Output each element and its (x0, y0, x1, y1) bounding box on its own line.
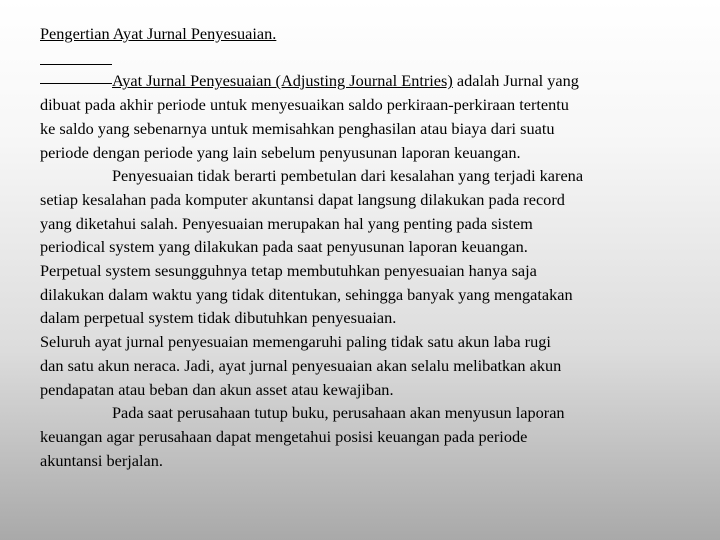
text-line: setiap kesalahan pada komputer akuntansi dapat langsung dilakukan pada record (40, 189, 565, 209)
text-line: pendapatan atau beban dan akun asset atau kewajiban. (40, 379, 394, 399)
text-line: ke saldo yang sebenarnya untuk memisahkan penghasilan atau biaya dari suatu (40, 118, 555, 138)
text-line (40, 401, 680, 425)
text-line: dalam perpetual system tidak dibutuhkan penyesuaian. (40, 308, 397, 328)
slide-content (40, 22, 680, 472)
text-line: dilakukan dalam waktu yang tidak ditentukan, sehingga banyak yang mengatakan (40, 284, 573, 304)
text-line: dan satu akun neraca. Jadi, ayat jurnal penyesuaian akan selalu melibatkan akun (40, 355, 562, 375)
text-line (40, 164, 680, 188)
term-adjusting-journal-entries: Ayat Jurnal Penyesuaian (Adjusting Journal Entries) (112, 71, 453, 91)
text-line: Seluruh ayat jurnal penyesuaian memengaruhi paling tidak satu akun laba rugi (40, 332, 551, 352)
text-line: akuntansi berjalan. (40, 450, 163, 470)
slide-title: Pengertian Ayat Jurnal Penyesuaian. (40, 24, 277, 43)
paragraph-closing-books (40, 401, 680, 472)
text-line: periodical system yang dilakukan pada saat penyusunan laporan keuangan. (40, 237, 528, 257)
text-line: dibuat pada akhir periode untuk menyesuaikan saldo perkiraan-perkiraan tertentu (40, 95, 569, 115)
text-line: Perpetual system sesungguhnya tetap membutuhkan penyesuaian hanya saja (40, 261, 537, 281)
underlined-indent (40, 82, 112, 84)
text-line (40, 69, 680, 93)
text-segment: adalah Jurnal yang (452, 71, 579, 91)
text-line: periode dengan periode yang lain sebelum penyusunan laporan keuangan. (40, 142, 521, 162)
paragraph-accounts-affected (40, 330, 680, 401)
paragraph-adjustment-meaning (40, 164, 680, 330)
text-segment: Pada saat perusahaan tutup buku, perusahaan akan menyusun laporan (112, 403, 565, 423)
text-line: keuangan agar perusahaan dapat mengetahui posisi keuangan pada periode (40, 426, 528, 446)
text-line: yang diketahui salah. Penyesuaian merupakan hal yang penting pada sistem (40, 213, 533, 233)
paragraph-definition (40, 69, 680, 164)
text-segment: Penyesuaian tidak berarti pembetulan dari kesalahan yang terjadi karena (112, 166, 584, 186)
blank-underline-line (40, 46, 680, 70)
underline-rule (40, 64, 112, 65)
